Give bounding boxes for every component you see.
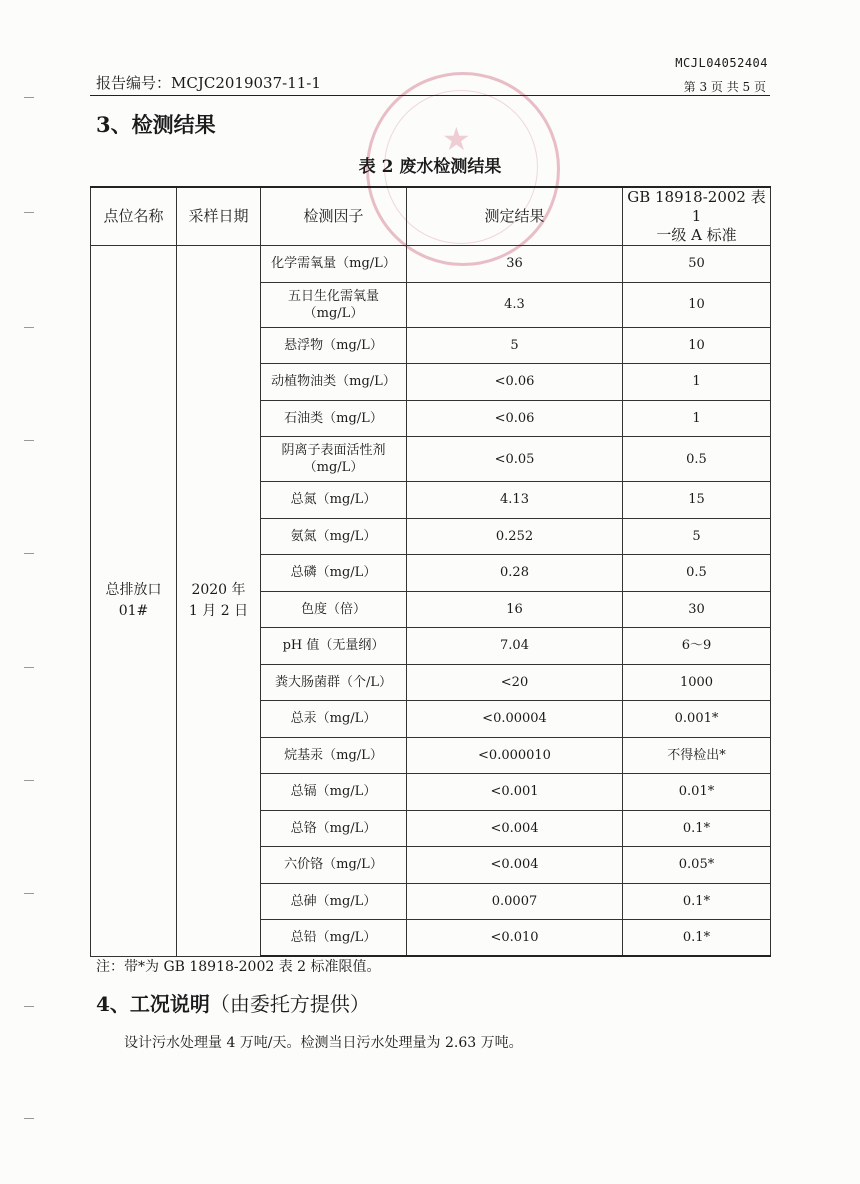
seal-star-icon: ★ (442, 120, 471, 158)
result-cell: 16 (407, 591, 623, 628)
factor-cell: 化学需氧量（mg/L） (261, 246, 407, 283)
result-cell: <0.05 (407, 437, 623, 482)
section-4-heading (96, 988, 370, 1017)
result-cell: <0.004 (407, 847, 623, 884)
header-site: 点位名称 (91, 187, 177, 246)
standard-cell: 0.1* (623, 883, 771, 920)
margin-mark (24, 1006, 34, 1007)
standard-cell: 0.1* (623, 810, 771, 847)
result-cell: <0.06 (407, 364, 623, 401)
standard-cell: 1 (623, 364, 771, 401)
sampling-year: 2020 年 (191, 581, 246, 598)
header-standard (623, 187, 771, 246)
result-cell: <20 (407, 664, 623, 701)
margin-mark (24, 553, 34, 554)
header-result: 测定结果 (407, 187, 623, 246)
standard-cell: 10 (623, 282, 771, 327)
margin-mark (24, 667, 34, 668)
standard-cell: 0.5 (623, 555, 771, 592)
factor-cell: 粪大肠菌群（个/L） (261, 664, 407, 701)
result-cell: 4.3 (407, 282, 623, 327)
factor-cell: 石油类（mg/L） (261, 400, 407, 437)
standard-cell: 0.05* (623, 847, 771, 884)
margin-mark (24, 780, 34, 781)
header-standard-line1: GB 18918-2002 表 1 (627, 188, 766, 225)
factor-cell: 总氮（mg/L） (261, 482, 407, 519)
result-cell: 5 (407, 327, 623, 364)
sampling-day: 1 月 2 日 (188, 602, 249, 619)
factor-cell: 六价铬（mg/L） (261, 847, 407, 884)
factor-cell: 悬浮物（mg/L） (261, 327, 407, 364)
standard-cell: 0.1* (623, 920, 771, 957)
factor-cell: 总铅（mg/L） (261, 920, 407, 957)
margin-mark (24, 893, 34, 894)
factor-cell: 总铬（mg/L） (261, 810, 407, 847)
margin-mark (24, 97, 34, 98)
factor-cell: 总镉（mg/L） (261, 774, 407, 811)
result-cell: <0.000010 (407, 737, 623, 774)
sampling-date-cell (177, 246, 261, 957)
result-cell: <0.00004 (407, 701, 623, 738)
factor-cell: 总汞（mg/L） (261, 701, 407, 738)
result-cell: 0.0007 (407, 883, 623, 920)
standard-cell: 不得检出* (623, 737, 771, 774)
standard-cell: 10 (623, 327, 771, 364)
standard-cell: 1 (623, 400, 771, 437)
site-name: 总排放口 (105, 581, 162, 598)
header-factor: 检测因子 (261, 187, 407, 246)
document-code: MCJL04052404 (675, 56, 768, 70)
header-standard-line2: 一级 A 标准 (656, 226, 737, 244)
standard-cell: 0.01* (623, 774, 771, 811)
factor-cell: 动植物油类（mg/L） (261, 364, 407, 401)
result-cell: <0.001 (407, 774, 623, 811)
factor-cell: pH 值（无量纲） (261, 628, 407, 665)
factor-cell: 总磷（mg/L） (261, 555, 407, 592)
standard-cell: 50 (623, 246, 771, 283)
results-table-body (91, 246, 771, 957)
table-note: 注：带*为 GB 18918-2002 表 2 标准限值。 (96, 959, 381, 975)
factor-cell: 阴离子表面活性剂（mg/L） (261, 437, 407, 482)
factor-cell: 五日生化需氧量（mg/L） (261, 282, 407, 327)
factor-cell: 色度（倍） (261, 591, 407, 628)
result-cell: 0.252 (407, 518, 623, 555)
table-title: 表 2 废水检测结果 (358, 157, 502, 177)
report-number: 报告编号：MCJC2019037-11-1 (96, 74, 321, 92)
result-cell: <0.004 (407, 810, 623, 847)
factor-cell: 氨氮（mg/L） (261, 518, 407, 555)
header-divider (90, 95, 770, 96)
standard-cell: 1000 (623, 664, 771, 701)
result-cell: 4.13 (407, 482, 623, 519)
result-cell: <0.010 (407, 920, 623, 957)
standard-cell: 30 (623, 591, 771, 628)
margin-mark (24, 440, 34, 441)
site-cell (91, 246, 177, 957)
standard-cell: 0.5 (623, 437, 771, 482)
factor-cell: 总砷（mg/L） (261, 883, 407, 920)
margin-mark (24, 212, 34, 213)
result-cell: 7.04 (407, 628, 623, 665)
section-4-subtitle: （由委托方提供） (209, 992, 370, 1016)
operating-conditions-text: 设计污水处理量 4 万吨/天。检测当日污水处理量为 2.63 万吨。 (124, 1035, 523, 1051)
result-cell: 0.28 (407, 555, 623, 592)
page-number: 第 3 页 共 5 页 (683, 80, 766, 94)
result-cell: 36 (407, 246, 623, 283)
standard-cell: 15 (623, 482, 771, 519)
header-date: 采样日期 (177, 187, 261, 246)
section-4-title: 4、工况说明 (96, 992, 210, 1016)
margin-mark (24, 327, 34, 328)
margin-mark (24, 1118, 34, 1119)
section-3-heading: 3、检测结果 (96, 112, 216, 137)
results-table (90, 186, 771, 957)
site-code: 01# (118, 602, 149, 619)
table-row (91, 246, 771, 283)
standard-cell: 6～9 (623, 628, 771, 665)
standard-cell: 0.001* (623, 701, 771, 738)
standard-cell: 5 (623, 518, 771, 555)
factor-cell: 烷基汞（mg/L） (261, 737, 407, 774)
result-cell: <0.06 (407, 400, 623, 437)
